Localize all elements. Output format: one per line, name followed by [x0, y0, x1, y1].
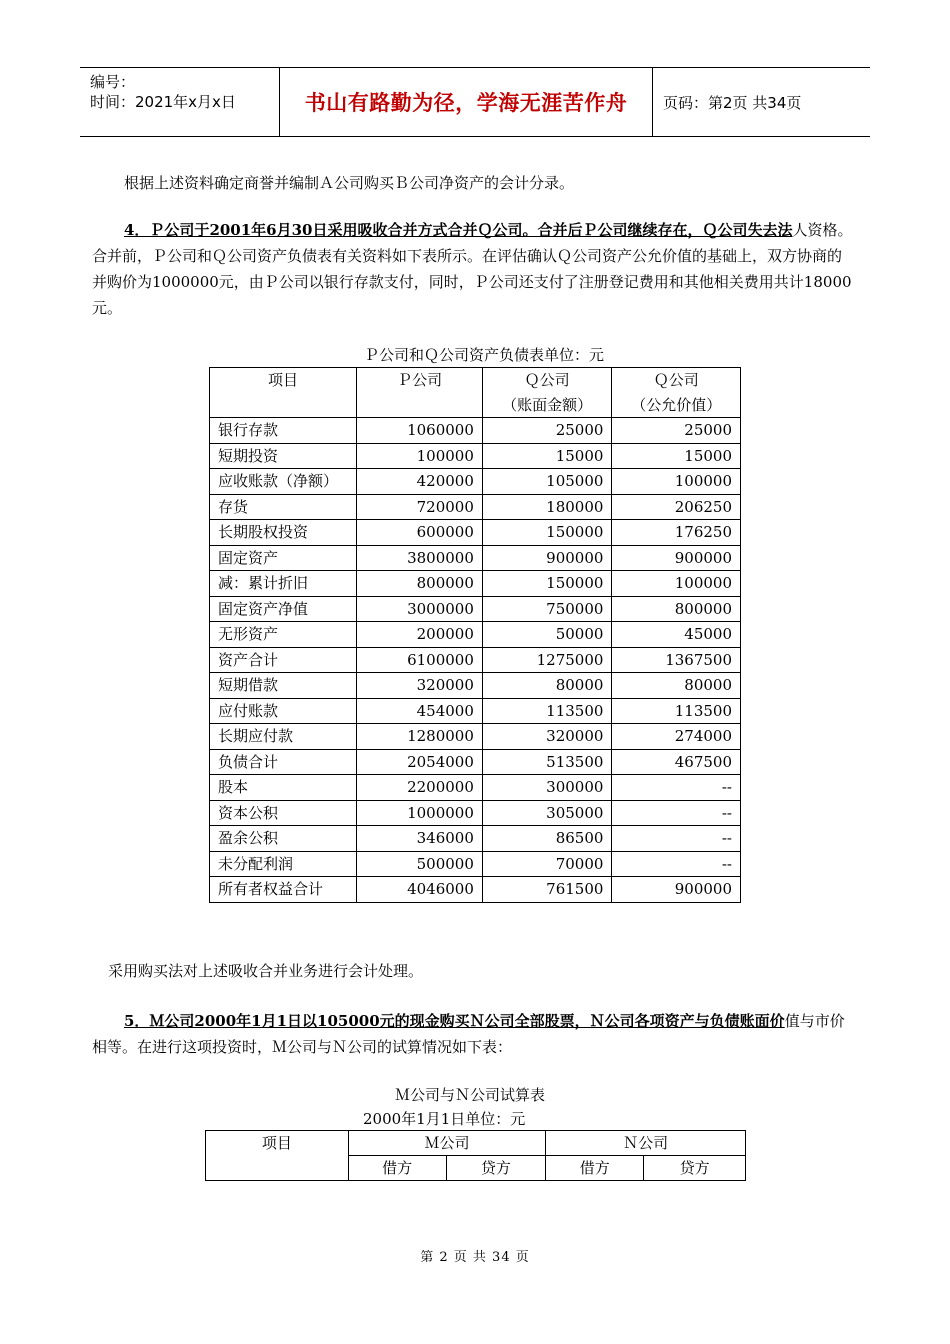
paragraph-goodwill: 根据上述资料确定商誉并编制Ａ公司购买Ｂ公司净资产的会计分录。: [124, 174, 575, 192]
table-cell-p: 500000: [357, 851, 483, 877]
table1-header-item: 项目: [210, 368, 357, 418]
paragraph-purchase-method: 采用购买法对上述吸收合并业务进行会计处理。: [108, 962, 424, 980]
table-cell-q-fair: 800000: [612, 596, 741, 622]
table-row: [210, 673, 741, 699]
table-cell-q-book: 105000: [482, 469, 612, 495]
page-footer: 第 2 页 共 34 页: [420, 1250, 530, 1265]
table-cell-item: 存货: [210, 494, 357, 520]
table-row: [210, 775, 741, 801]
table-cell-item: 股本: [210, 775, 357, 801]
table-cell-p: 3000000: [357, 596, 483, 622]
table-cell-q-fair: --: [612, 826, 741, 852]
table2-header-m: Ｍ公司: [348, 1131, 546, 1156]
table1-header-row: [210, 368, 741, 418]
table-cell-q-book: 320000: [482, 724, 612, 750]
table2-header-m-debit: 借方: [348, 1156, 446, 1181]
table-cell-q-book: 86500: [482, 826, 612, 852]
table-cell-p: 720000: [357, 494, 483, 520]
table-row: [210, 749, 741, 775]
table-row: [210, 800, 741, 826]
table-cell-p: 2054000: [357, 749, 483, 775]
table-cell-p: 1280000: [357, 724, 483, 750]
table1-header-p: Ｐ公司: [357, 368, 483, 418]
table-cell-item: 短期借款: [210, 673, 357, 699]
table-cell-q-fair: 100000: [612, 469, 741, 495]
table-cell-q-book: 150000: [482, 571, 612, 597]
table-cell-item: 负债合计: [210, 749, 357, 775]
table-row: [210, 826, 741, 852]
table-cell-p: 800000: [357, 571, 483, 597]
table-cell-p: 420000: [357, 469, 483, 495]
table-cell-q-book: 70000: [482, 851, 612, 877]
table-cell-p: 320000: [357, 673, 483, 699]
trial-balance-table: [205, 1130, 746, 1181]
table2-header-n-credit: 贷方: [644, 1156, 746, 1181]
table1-header-q-book: Ｑ公司 （账面金额）: [482, 368, 612, 418]
table-row: [210, 622, 741, 648]
table-cell-q-fair: 100000: [612, 571, 741, 597]
table-cell-q-fair: 900000: [612, 545, 741, 571]
balance-sheet-table: [209, 367, 741, 903]
table2-caption-date: 2000年1月1日单位：元: [363, 1110, 526, 1128]
table-cell-q-fair: 45000: [612, 622, 741, 648]
table2-header-item: 项目: [206, 1131, 349, 1181]
table-cell-item: 所有者权益合计: [210, 877, 357, 903]
header-time: 时间：2021年x月x日: [90, 93, 236, 111]
table-row: [210, 545, 741, 571]
table-row: [210, 443, 741, 469]
table-cell-item: 长期股权投资: [210, 520, 357, 546]
table-cell-item: 应付账款: [210, 698, 357, 724]
table-cell-q-book: 750000: [482, 596, 612, 622]
table-cell-item: 应收账款（净额）: [210, 469, 357, 495]
table-row: [210, 469, 741, 495]
table-cell-p: 1000000: [357, 800, 483, 826]
table-cell-q-fair: 176250: [612, 520, 741, 546]
table-cell-item: 短期投资: [210, 443, 357, 469]
table-cell-q-book: 305000: [482, 800, 612, 826]
header-meta: [80, 68, 280, 136]
table-cell-q-fair: 1367500: [612, 647, 741, 673]
table-cell-q-book: 15000: [482, 443, 612, 469]
header-code: 编号：: [90, 73, 136, 91]
table-cell-item: 减：累计折旧: [210, 571, 357, 597]
table-cell-item: 无形资产: [210, 622, 357, 648]
table-cell-q-book: 80000: [482, 673, 612, 699]
question-5-heading: 5．Ｍ公司2000年1月1日以105000元的现金购买Ｎ公司全部股票，Ｎ公司各项资产与负债账面价: [124, 1012, 785, 1030]
table-cell-q-book: 900000: [482, 545, 612, 571]
table-cell-q-fair: 206250: [612, 494, 741, 520]
question-5: [92, 1008, 854, 1060]
table-cell-p: 2200000: [357, 775, 483, 801]
table-cell-q-book: 50000: [482, 622, 612, 648]
table-row: [210, 596, 741, 622]
table1-header-q-fair: Ｑ公司 （公允价值）: [612, 368, 741, 418]
table-cell-q-fair: 80000: [612, 673, 741, 699]
table-cell-q-fair: 900000: [612, 877, 741, 903]
table-cell-q-fair: --: [612, 800, 741, 826]
table-cell-q-fair: 15000: [612, 443, 741, 469]
table2-header-row-1: [206, 1131, 746, 1156]
table-cell-item: 固定资产: [210, 545, 357, 571]
table-row: [210, 571, 741, 597]
table-cell-q-fair: 467500: [612, 749, 741, 775]
table-cell-q-fair: 113500: [612, 698, 741, 724]
table-row: [210, 647, 741, 673]
table-cell-p: 1060000: [357, 418, 483, 444]
table-row: [210, 724, 741, 750]
table-cell-item: 未分配利润: [210, 851, 357, 877]
table-cell-item: 资产合计: [210, 647, 357, 673]
table-cell-p: 4046000: [357, 877, 483, 903]
question-5-body: 值与市价相等。在进行这项投资时，Ｍ公司与Ｎ公司的试算情况如下表：: [92, 1012, 845, 1056]
table-cell-q-fair: 274000: [612, 724, 741, 750]
table-row: [210, 520, 741, 546]
table-cell-p: 346000: [357, 826, 483, 852]
table-row: [210, 494, 741, 520]
question-4-body: 人资格。合并前，Ｐ公司和Ｑ公司资产负债表有关资料如下表所示。在评估确认Ｑ公司资产公允价值的基础上，双方协商的并购价为1000000元，由Ｐ公司以银行存款支付，同时，Ｐ公司还支付了注册登记费用和其他相关费用共计18000元。: [92, 221, 853, 317]
header-motto: 书山有路勤为径，学海无涯苦作舟: [280, 68, 653, 136]
table-cell-p: 6100000: [357, 647, 483, 673]
table-cell-item: 固定资产净值: [210, 596, 357, 622]
header-page-info: 页码：第2页 共34页: [663, 93, 802, 112]
table2-header-n: Ｎ公司: [546, 1131, 746, 1156]
table-cell-p: 200000: [357, 622, 483, 648]
table-cell-q-fair: --: [612, 775, 741, 801]
table-cell-p: 100000: [357, 443, 483, 469]
table-cell-p: 454000: [357, 698, 483, 724]
table1-body: [210, 418, 741, 903]
table-cell-item: 盈余公积: [210, 826, 357, 852]
question-4: [92, 217, 854, 321]
table-cell-q-book: 180000: [482, 494, 612, 520]
table-row: [210, 698, 741, 724]
table1-caption: Ｐ公司和Ｑ公司资产负债表单位：元: [364, 346, 605, 364]
table-row: [210, 851, 741, 877]
table-cell-q-book: 25000: [482, 418, 612, 444]
table-cell-q-book: 761500: [482, 877, 612, 903]
table-cell-item: 长期应付款: [210, 724, 357, 750]
table-cell-q-book: 113500: [482, 698, 612, 724]
table-cell-q-book: 300000: [482, 775, 612, 801]
table-cell-item: 资本公积: [210, 800, 357, 826]
table2-header-n-debit: 借方: [546, 1156, 644, 1181]
table-cell-q-book: 513500: [482, 749, 612, 775]
page-header: [80, 67, 870, 137]
table-cell-q-book: 150000: [482, 520, 612, 546]
table-cell-item: 银行存款: [210, 418, 357, 444]
table-row: [210, 418, 741, 444]
table-cell-p: 600000: [357, 520, 483, 546]
table2-header-m-credit: 贷方: [446, 1156, 546, 1181]
table-cell-q-fair: 25000: [612, 418, 741, 444]
table-cell-p: 3800000: [357, 545, 483, 571]
table2-caption-title: Ｍ公司与Ｎ公司试算表: [395, 1086, 546, 1104]
question-4-heading: 4．Ｐ公司于2001年6月30日采用吸收合并方式合并Ｑ公司。合并后Ｐ公司继续存在，Ｑ公司失去法: [124, 221, 793, 239]
table-cell-q-fair: --: [612, 851, 741, 877]
table-row: [210, 877, 741, 903]
table-cell-q-book: 1275000: [482, 647, 612, 673]
